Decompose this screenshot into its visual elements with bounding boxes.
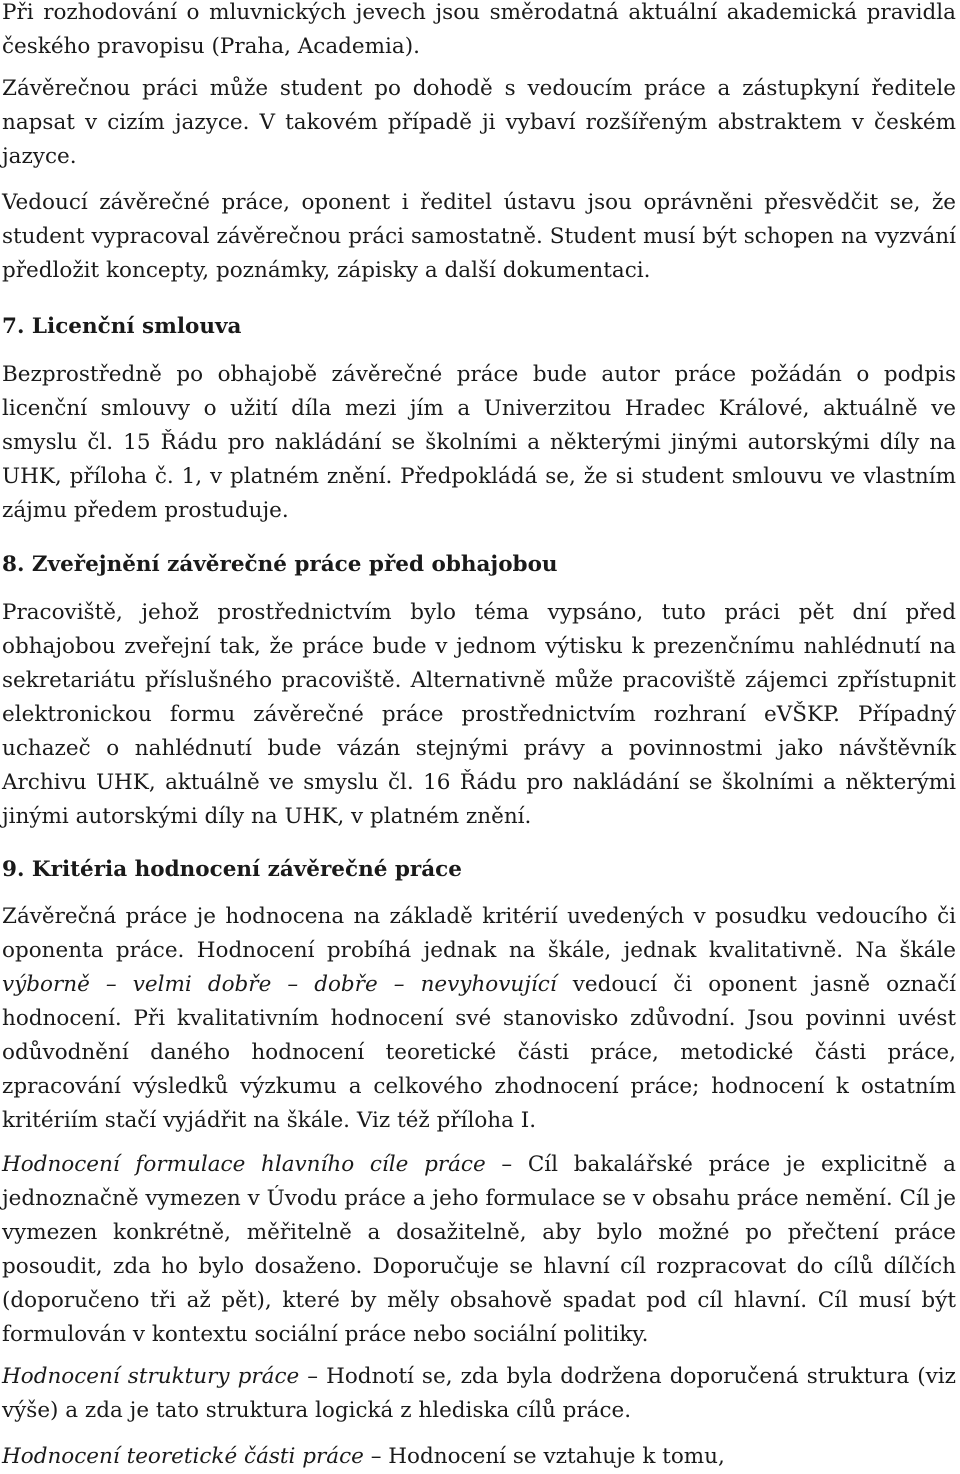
paragraph-structure xyxy=(2,1360,956,1428)
section-heading-8: 8. Zveřejnění závěrečné práce před obhajobou xyxy=(2,552,558,577)
paragraph-spelling-rules: Při rozhodování o mluvnických jevech jsou směrodatná aktuální akademická pravidla českého pravopisu (Praha, Academia). xyxy=(2,0,956,59)
paragraph-theory xyxy=(2,1440,956,1474)
paragraph-independent-work: Vedoucí závěrečné práce, oponent i ředitel ústavu jsou oprávněni přesvědčit se, že student vypracoval závěrečnou práci samostatně. Student musí být schopen na vyzvání předložit koncepty, poznámky, zápisky a další dokumentaci. xyxy=(2,190,956,283)
theory-term: Hodnocení teoretické části práce xyxy=(2,1444,364,1469)
paragraph-publication: Pracoviště, jehož prostřednictvím bylo téma vypsáno, tuto práci pět dní před obhajobou zveřejní tak, že práce bude v jednom výtisku k prezenčnímu nahlédnutí na sekretariátu příslušného pracoviště. Alternativně může pracoviště zájemci zpřístupnit elektronickou formu závěrečné práce prostřednictvím rozhraní eVŠKP. Případný uchazeč o nahlédnutí bude vázán stejnými právy a povinnostmi jako návštěvník Archivu UHK, aktuálně ve smyslu čl. 16 Řádu pro nakládání se školními a některými jinými autorskými díly na UHK, v platném znění. xyxy=(2,600,956,829)
criteria-text-b: vedoucí či oponent jasně označí hodnocení. Při kvalitativním hodnocení své stanovisko zdůvodní. Jsou povinni uvést odůvodnění daného hodnocení teoretické části práce, metodické části práce, zpracování výsledků výzkumu a celkového zhodnocení práce; hodnocení k ostatním kritériím stačí vyjádřit na škále. Viz též příloha I. xyxy=(2,972,956,1133)
section-heading-7: 7. Licenční smlouva xyxy=(2,314,242,339)
theory-text: – Hodnocení se vztahuje k tomu, xyxy=(363,1444,725,1469)
section-heading-9: 9. Kritéria hodnocení závěrečné práce xyxy=(2,857,462,882)
criteria-text-a: Závěrečná práce je hodnocena na základě kritérií uvedených v posudku vedoucího či oponenta práce. Hodnocení probíhá jednak na škále, jednak kvalitativně. Na škále xyxy=(2,904,956,963)
structure-text: – Hodnotí se, zda byla dodržena doporučená struktura (viz výše) a zda je tato struktura logická z hlediska cílů práce. xyxy=(2,1364,956,1423)
paragraph-license-agreement: Bezprostředně po obhajobě závěrečné práce bude autor práce požádán o podpis licenční smlouvy o užití díla mezi jím a Univerzitou Hradec Králové, aktuálně ve smyslu čl. 15 Řádu pro nakládání se školními a některými jinými autorskými díly na UHK, příloha č. 1, v platném znění. Předpokládá se, že si student smlouvu ve vlastním zájmu předem prostuduje. xyxy=(2,362,956,523)
paragraph-main-goal xyxy=(2,1148,956,1352)
paragraph-evaluation-criteria xyxy=(2,900,956,1138)
structure-term: Hodnocení struktury práce xyxy=(2,1364,300,1389)
paragraph-foreign-language: Závěrečnou práci může student po dohodě s vedoucím práce a zástupkyní ředitele napsat v cizím jazyce. V takovém případě ji vybaví rozšířeným abstraktem v českém jazyce. xyxy=(2,76,956,169)
main-goal-term: Hodnocení formulace hlavního cíle práce xyxy=(2,1152,486,1177)
main-goal-text: – Cíl bakalářské práce je explicitně a jednoznačně vymezen v Úvodu práce a jeho formulace se v obsahu práce nemění. Cíl je vymezen konkrétně, měřitelně a dosažitelně, aby bylo možné po přečtení práce posoudit, zda ho bylo dosaženo. Doporučuje se hlavní cíl rozpracovat do cílů dílčích (doporučeno tři až pět), které by měly obsahově spadat pod cíl hlavní. Cíl musí být formulován v kontextu sociální práce nebo sociální politiky. xyxy=(2,1152,956,1347)
grading-scale: výborně – velmi dobře – dobře – nevyhovující xyxy=(2,972,557,997)
